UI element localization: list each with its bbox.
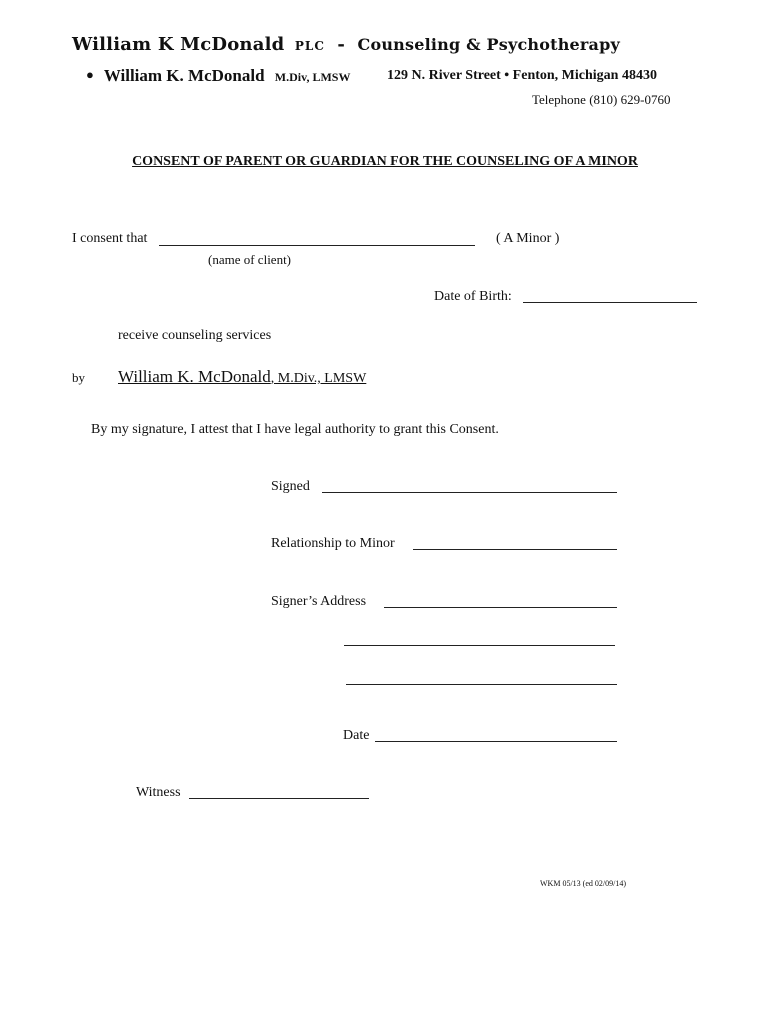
plc-label: PLC: [294, 39, 325, 53]
counselor-credentials: M.Div, LMSW: [274, 70, 351, 84]
letterhead-title: [72, 34, 620, 55]
date-field[interactable]: [375, 741, 617, 742]
attestation-text: By my signature, I attest that I have legal authority to grant this Consent.: [91, 422, 499, 437]
services-text: receive counseling services: [118, 328, 272, 343]
relationship-field[interactable]: [413, 549, 617, 550]
counselor-name: William K. McDonald: [103, 66, 265, 85]
date-label: Date: [343, 728, 370, 743]
practice-phone: Telephone (810) 629-0760: [532, 92, 671, 107]
by-label: by: [72, 370, 85, 385]
minor-label: ( A Minor ): [496, 231, 560, 246]
witness-label: Witness: [136, 785, 181, 800]
practice-address: 129 N. River Street • Fenton, Michigan 48430: [387, 68, 657, 83]
provider-name: William K. McDonald: [118, 367, 271, 386]
signature-field[interactable]: [322, 492, 617, 493]
practice-type: Counseling & Psychotherapy: [357, 35, 621, 54]
provider-credentials: , M.Div., LMSW: [270, 371, 367, 386]
client-name-caption: (name of client): [208, 252, 292, 267]
witness-field[interactable]: [189, 798, 369, 799]
client-name-field[interactable]: [159, 245, 475, 246]
bullet-icon: ●: [86, 67, 94, 82]
relationship-label: Relationship to Minor: [271, 536, 395, 551]
signer-address-field-2[interactable]: [344, 645, 615, 646]
form-title: CONSENT OF PARENT OR GUARDIAN FOR THE COUNSELING OF A MINOR: [132, 154, 638, 169]
dob-field[interactable]: [523, 302, 697, 303]
form-revision-code: WKM 05/13 (ed 02/09/14): [540, 879, 626, 888]
consent-label: I consent that: [72, 231, 148, 246]
provider-line: [118, 367, 366, 387]
signer-address-label: Signer’s Address: [271, 594, 367, 609]
counselor-line: [86, 66, 350, 86]
signer-address-field-3[interactable]: [346, 684, 617, 685]
dob-label: Date of Birth:: [434, 289, 512, 304]
title-separator: -: [337, 34, 346, 55]
signer-address-field-1[interactable]: [384, 607, 617, 608]
practice-owner-name: William K McDonald: [72, 34, 285, 55]
signed-label: Signed: [271, 479, 310, 494]
